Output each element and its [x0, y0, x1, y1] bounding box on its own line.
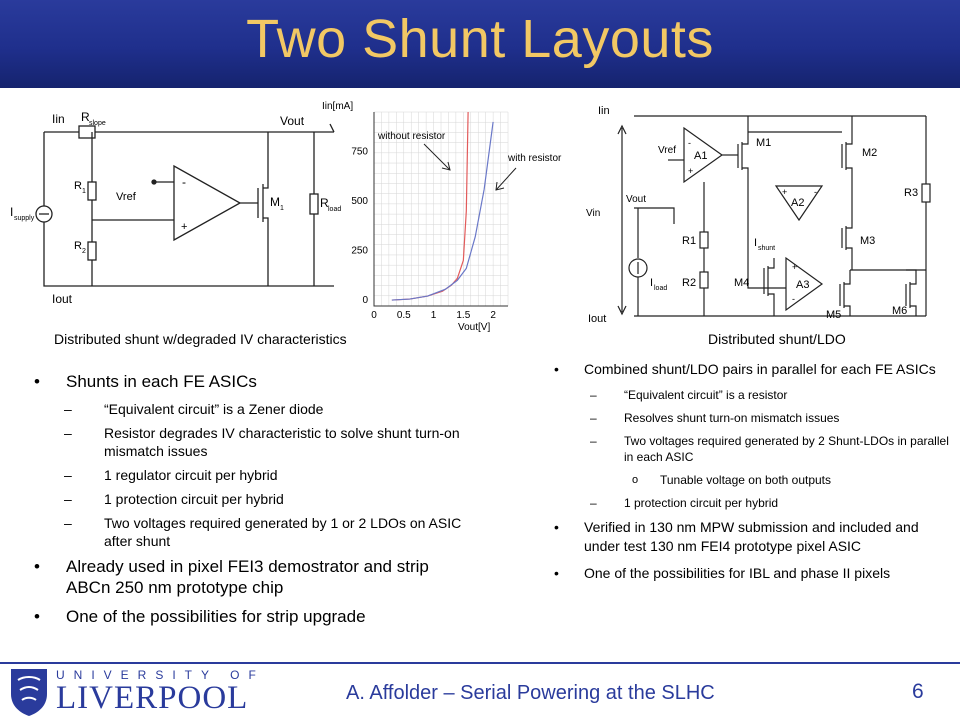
svg-text:shunt: shunt	[758, 245, 776, 252]
svg-text:1: 1	[280, 205, 284, 212]
bullet-item: • One of the possibilities for strip upgrade	[32, 606, 462, 627]
bullet-item: – “Equivalent circuit” is a resistor	[590, 387, 954, 403]
right-r2-label: R2	[682, 277, 697, 289]
bullet-item: – Two voltages required generated by 1 or 2 LDOs on ASIC after shunt	[64, 514, 462, 550]
right-vout-label: Vout	[626, 194, 647, 205]
page-number: 6	[912, 680, 924, 703]
right-a2-label: A2	[791, 197, 805, 209]
left-iin-label: Iin	[52, 112, 65, 126]
iv-chart	[316, 96, 586, 336]
liverpool-logo-text: LIVERPOOL	[56, 680, 249, 716]
right-iin-label: Iin	[598, 105, 610, 117]
right-ishunt-label: I	[754, 237, 758, 249]
left-isupply-label: I	[10, 205, 14, 219]
bullet-item: – 1 regulator circuit per hybrid	[64, 466, 462, 484]
arrow-without-resistor	[424, 144, 450, 170]
left-circuit-diagram	[4, 104, 344, 324]
left-rslope-label: R	[81, 110, 90, 124]
left-rload-label: R	[320, 196, 329, 210]
svg-text:load: load	[328, 206, 342, 213]
svg-text:slope: slope	[89, 120, 106, 127]
left-r2-label: R	[74, 240, 82, 252]
y-tick-label: 0	[362, 295, 368, 307]
right-m2-label: M2	[862, 147, 878, 159]
right-circuit-diagram	[584, 98, 956, 328]
bullet-item: – “Equivalent circuit” is a Zener diode	[64, 400, 462, 418]
left-iout-label: Iout	[52, 292, 73, 306]
right-vref-label: Vref	[658, 145, 676, 156]
right-m5-label: M5	[826, 309, 842, 321]
svg-text:1: 1	[82, 188, 86, 195]
right-figure-caption: Distributed shunt/LDO	[708, 331, 846, 347]
bullet-item: • Combined shunt/LDO pairs in parallel for each FE ASICs	[552, 360, 954, 379]
x-tick-label: 1	[430, 310, 437, 321]
university-of-text: UNIVERSITY OF	[56, 668, 265, 682]
right-m4-label: M4	[734, 277, 750, 289]
svg-text:-: -	[688, 138, 691, 148]
chart-ylabel: Iin[mA]	[322, 101, 354, 112]
right-iout-label: Iout	[588, 313, 607, 325]
slide-title: Two Shunt Layouts	[246, 9, 714, 69]
left-figure-caption: Distributed shunt w/degraded IV characteristics	[54, 331, 347, 347]
right-r1-label: R1	[682, 235, 697, 247]
bullet-item: • One of the possibilities for IBL and phase II pixels	[552, 564, 954, 583]
x-tick-label: 0.5	[396, 310, 411, 321]
svg-text:load: load	[654, 285, 668, 292]
y-tick-label: 750	[351, 146, 368, 158]
x-tick-label: 0	[371, 310, 377, 321]
right-a1-label: A1	[694, 150, 708, 162]
right-iload-label: I	[650, 277, 654, 289]
x-tick-label: 2	[490, 310, 496, 321]
svg-text:supply: supply	[14, 215, 35, 222]
right-m3-label: M3	[860, 235, 876, 247]
svg-text:-: -	[792, 294, 795, 304]
right-a3-label: A3	[796, 279, 810, 291]
university-crest-icon	[8, 666, 50, 723]
bullet-item: – Two voltages required generated by 2 Shunt-LDOs in parallel in each ASIC	[590, 433, 954, 465]
series-line-1	[392, 122, 493, 300]
svg-text:-: -	[182, 175, 186, 189]
svg-text:+: +	[181, 221, 188, 233]
annotation-with-resistor: with resistor	[508, 153, 562, 164]
y-tick-label: 500	[351, 196, 368, 208]
right-m6-label: M6	[892, 305, 908, 317]
left-vref-label: Vref	[116, 191, 136, 203]
right-r3-label: R3	[904, 187, 919, 199]
right-vin-label: Vin	[586, 208, 601, 219]
left-m1-label: M	[270, 195, 280, 209]
bullet-item: – 1 protection circuit per hybrid	[590, 495, 954, 511]
annotation-without-resistor: without resistor	[378, 131, 446, 142]
chart-xlabel: Vout[V]	[458, 322, 491, 333]
y-tick-label: 250	[351, 245, 368, 257]
svg-text:-: -	[814, 187, 817, 197]
bullet-item: o Tunable voltage on both outputs	[632, 472, 954, 488]
x-tick-label: 1.5	[456, 310, 471, 321]
bullet-item: – 1 protection circuit per hybrid	[64, 490, 462, 508]
left-vout-label: Vout	[280, 114, 305, 128]
arrow-with-resistor	[496, 168, 516, 190]
bullet-item: – Resolves shunt turn-on mismatch issues	[590, 410, 954, 426]
bullet-item: • Verified in 130 nm MPW submission and included and under test 130 nm FEI4 prototype pixel ASIC	[552, 518, 954, 556]
right-m1-label: M1	[756, 137, 772, 149]
left-bullet-list	[32, 371, 462, 635]
right-bullet-list	[552, 360, 954, 591]
svg-text:+: +	[782, 187, 788, 197]
svg-text:2: 2	[82, 248, 86, 255]
left-r1-label: R	[74, 180, 82, 192]
footer-text: A. Affolder – Serial Powering at the SLHC	[346, 682, 715, 704]
bullet-item: – Resistor degrades IV characteristic to solve shunt turn-on mismatch issues	[64, 424, 462, 460]
svg-text:+: +	[792, 262, 798, 272]
bullet-item: • Shunts in each FE ASICs	[32, 371, 462, 392]
bullet-item: • Already used in pixel FEI3 demostrator and strip ABCn 250 nm prototype chip	[32, 556, 462, 598]
svg-text:+: +	[688, 166, 694, 176]
footer-divider	[0, 662, 960, 664]
